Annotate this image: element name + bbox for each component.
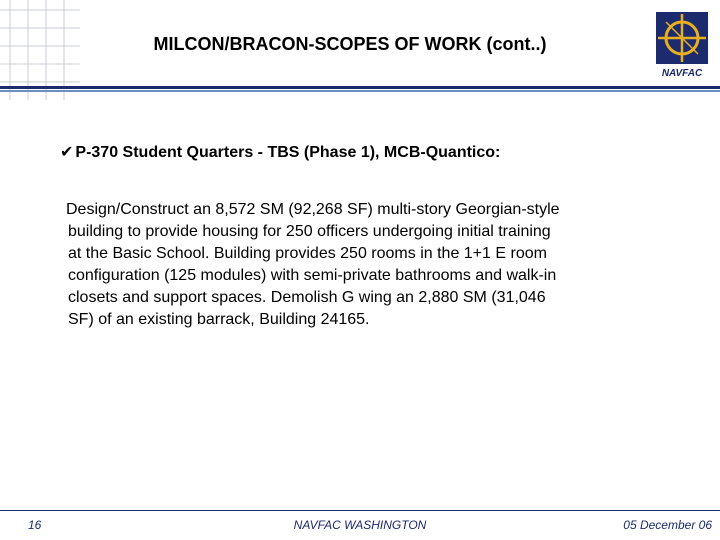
header-rule xyxy=(0,86,720,89)
header-rule-accent xyxy=(0,90,720,92)
body-line: configuration (125 modules) with semi-private bathrooms and walk-in xyxy=(68,267,557,284)
arrow-bullet-icon: ✔︎ xyxy=(60,144,74,161)
navfac-logo-icon xyxy=(652,10,712,80)
page-number: 16 xyxy=(28,518,42,532)
body-line: closets and support spaces. Demolish G wing an 2,880 SM (31,046 xyxy=(68,289,546,306)
footer-rule xyxy=(0,510,720,511)
body-line: SF) of an existing barrack, Building 24165. xyxy=(68,311,370,328)
body-line: building to provide housing for 250 officers undergoing initial training xyxy=(68,223,551,240)
slide-title: MILCON/BRACON-SCOPES OF WORK (cont..) xyxy=(153,34,547,54)
body-paragraph xyxy=(66,199,696,331)
body-line: Design/Construct an 8,572 SM (92,268 SF) multi-story Georgian-style xyxy=(66,201,560,218)
logo-text: NAVFAC xyxy=(661,68,703,79)
bullet-heading xyxy=(60,142,500,162)
bullet-heading-text: P-370 Student Quarters - TBS (Phase 1), MCB-Quantico: xyxy=(75,144,501,161)
footer-organization: NAVFAC WASHINGTON xyxy=(293,518,427,532)
footer-date: 05 December 06 xyxy=(623,518,712,532)
body-line: at the Basic School. Building provides 250 rooms in the 1+1 E room xyxy=(68,245,547,262)
